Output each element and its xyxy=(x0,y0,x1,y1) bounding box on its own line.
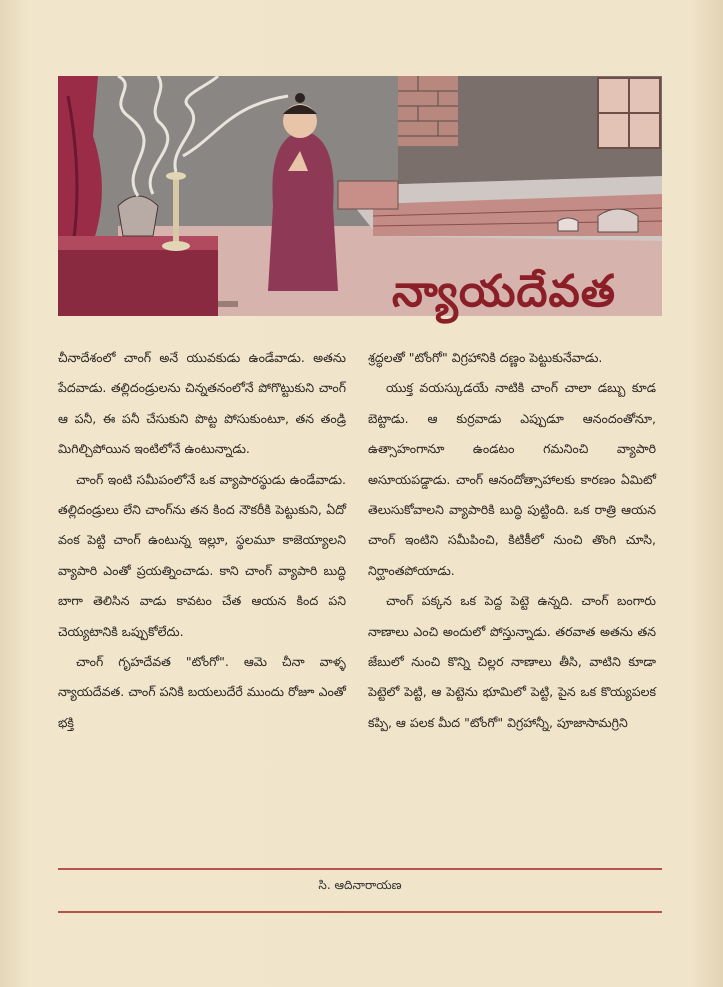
paragraph: శ్రద్ధలతో "టోంగో" విగ్రహానికి దణ్ణం పెట్టుకునేవాడు. xyxy=(368,350,603,365)
footer-rule-bottom xyxy=(58,911,662,913)
paragraph: చాంగ్ పక్కన ఒక పెద్ద పెట్టె ఉన్నది. చాంగ్ బంగారు నాణాలు ఎంచి అందులో పోస్తున్నాడు. తరవాత అతను తన జేబులో నుంచి కొన్ని చిల్లర నాణాలు తీసి, వాటిని కూడా పెట్టెలో పెట్టి, ఆ పెట్టెను భూమిలో పెట్టి, పైన ఒక కొయ్యపలక కప్పి, ఆ పలక మీద "టోంగో" విగ్రహాన్నీ, పూజాసామగ్రిని xyxy=(368,593,656,730)
paragraph: చీనాదేశంలో చాంగ్ అనే యువకుడు ఉండేవాడు. అతను పేదవాడు. తల్లిదండ్రులను చిన్నతనంలోనే పోగొట్టుకుని చాంగ్ ఆ పనీ, ఈ పనీ చేసుకుని పొట్ట పోసుకుంటూ, తన తండ్రి మిగిల్చిపోయిన ఇంటిలోనే ఉంటున్నాడు. xyxy=(58,350,346,457)
author-credit: సి. ఆదినారాయణ xyxy=(318,878,402,892)
paragraph: చాంగ్ గృహదేవత "టోంగో". ఆమె చీనా వాళ్ళ న్యాయదేవత. చాంగ్ పనికి బయలుదేరే ముందు రోజూ ఎంతో భక్తి xyxy=(58,654,346,730)
paragraph: చాంగ్ ఇంటి సమీపంలోనే ఒక వ్యాపారస్థుడు ఉండేవాడు. తల్లిదండ్రులు లేని చాంగ్‌ను తన కింద నౌకరీకి పెట్టుకుని, ఏదో వంక పెట్టి చాంగ్ ఉంటున్న ఇల్లూ, స్థలమూ కాజెయ్యాలని వ్యాపారి ఎంతో ప్రయత్నించాడు. కాని చాంగ్ వ్యాపారి బుద్ధి బాగా తెలిసిన వాడు కావటం చేత ఆయన కింద పని చెయ్యటానికి ఒప్పుకోలేదు. xyxy=(58,471,346,639)
story-title: న్యాయదేవత xyxy=(391,266,617,317)
right-column xyxy=(368,343,656,738)
footer-rule-top xyxy=(58,868,662,870)
paragraph: యుక్త వయస్కుడయే నాటికి చాంగ్ చాలా డబ్బు కూడ బెట్టాడు. ఆ కుర్రవాడు ఎప్పుడూ ఆనందంతోనూ, ఉత్సాహంగానూ ఉండటం గమనించి వ్యాపారి అసూయపడ్డాడు. చాంగ్ ఆనందోత్సాహాలకు కారణం ఏమిటో తెలుసుకోవాలని వ్యాపారికి బుద్ధి పుట్టింది. ఒక రాత్రి ఆయన చాంగ్ ఇంటిని సమీపించి, కిటికీలో నుంచి తొంగి చూసి, నిర్ఘాంతపోయాడు. xyxy=(368,380,656,578)
left-column xyxy=(58,343,346,738)
